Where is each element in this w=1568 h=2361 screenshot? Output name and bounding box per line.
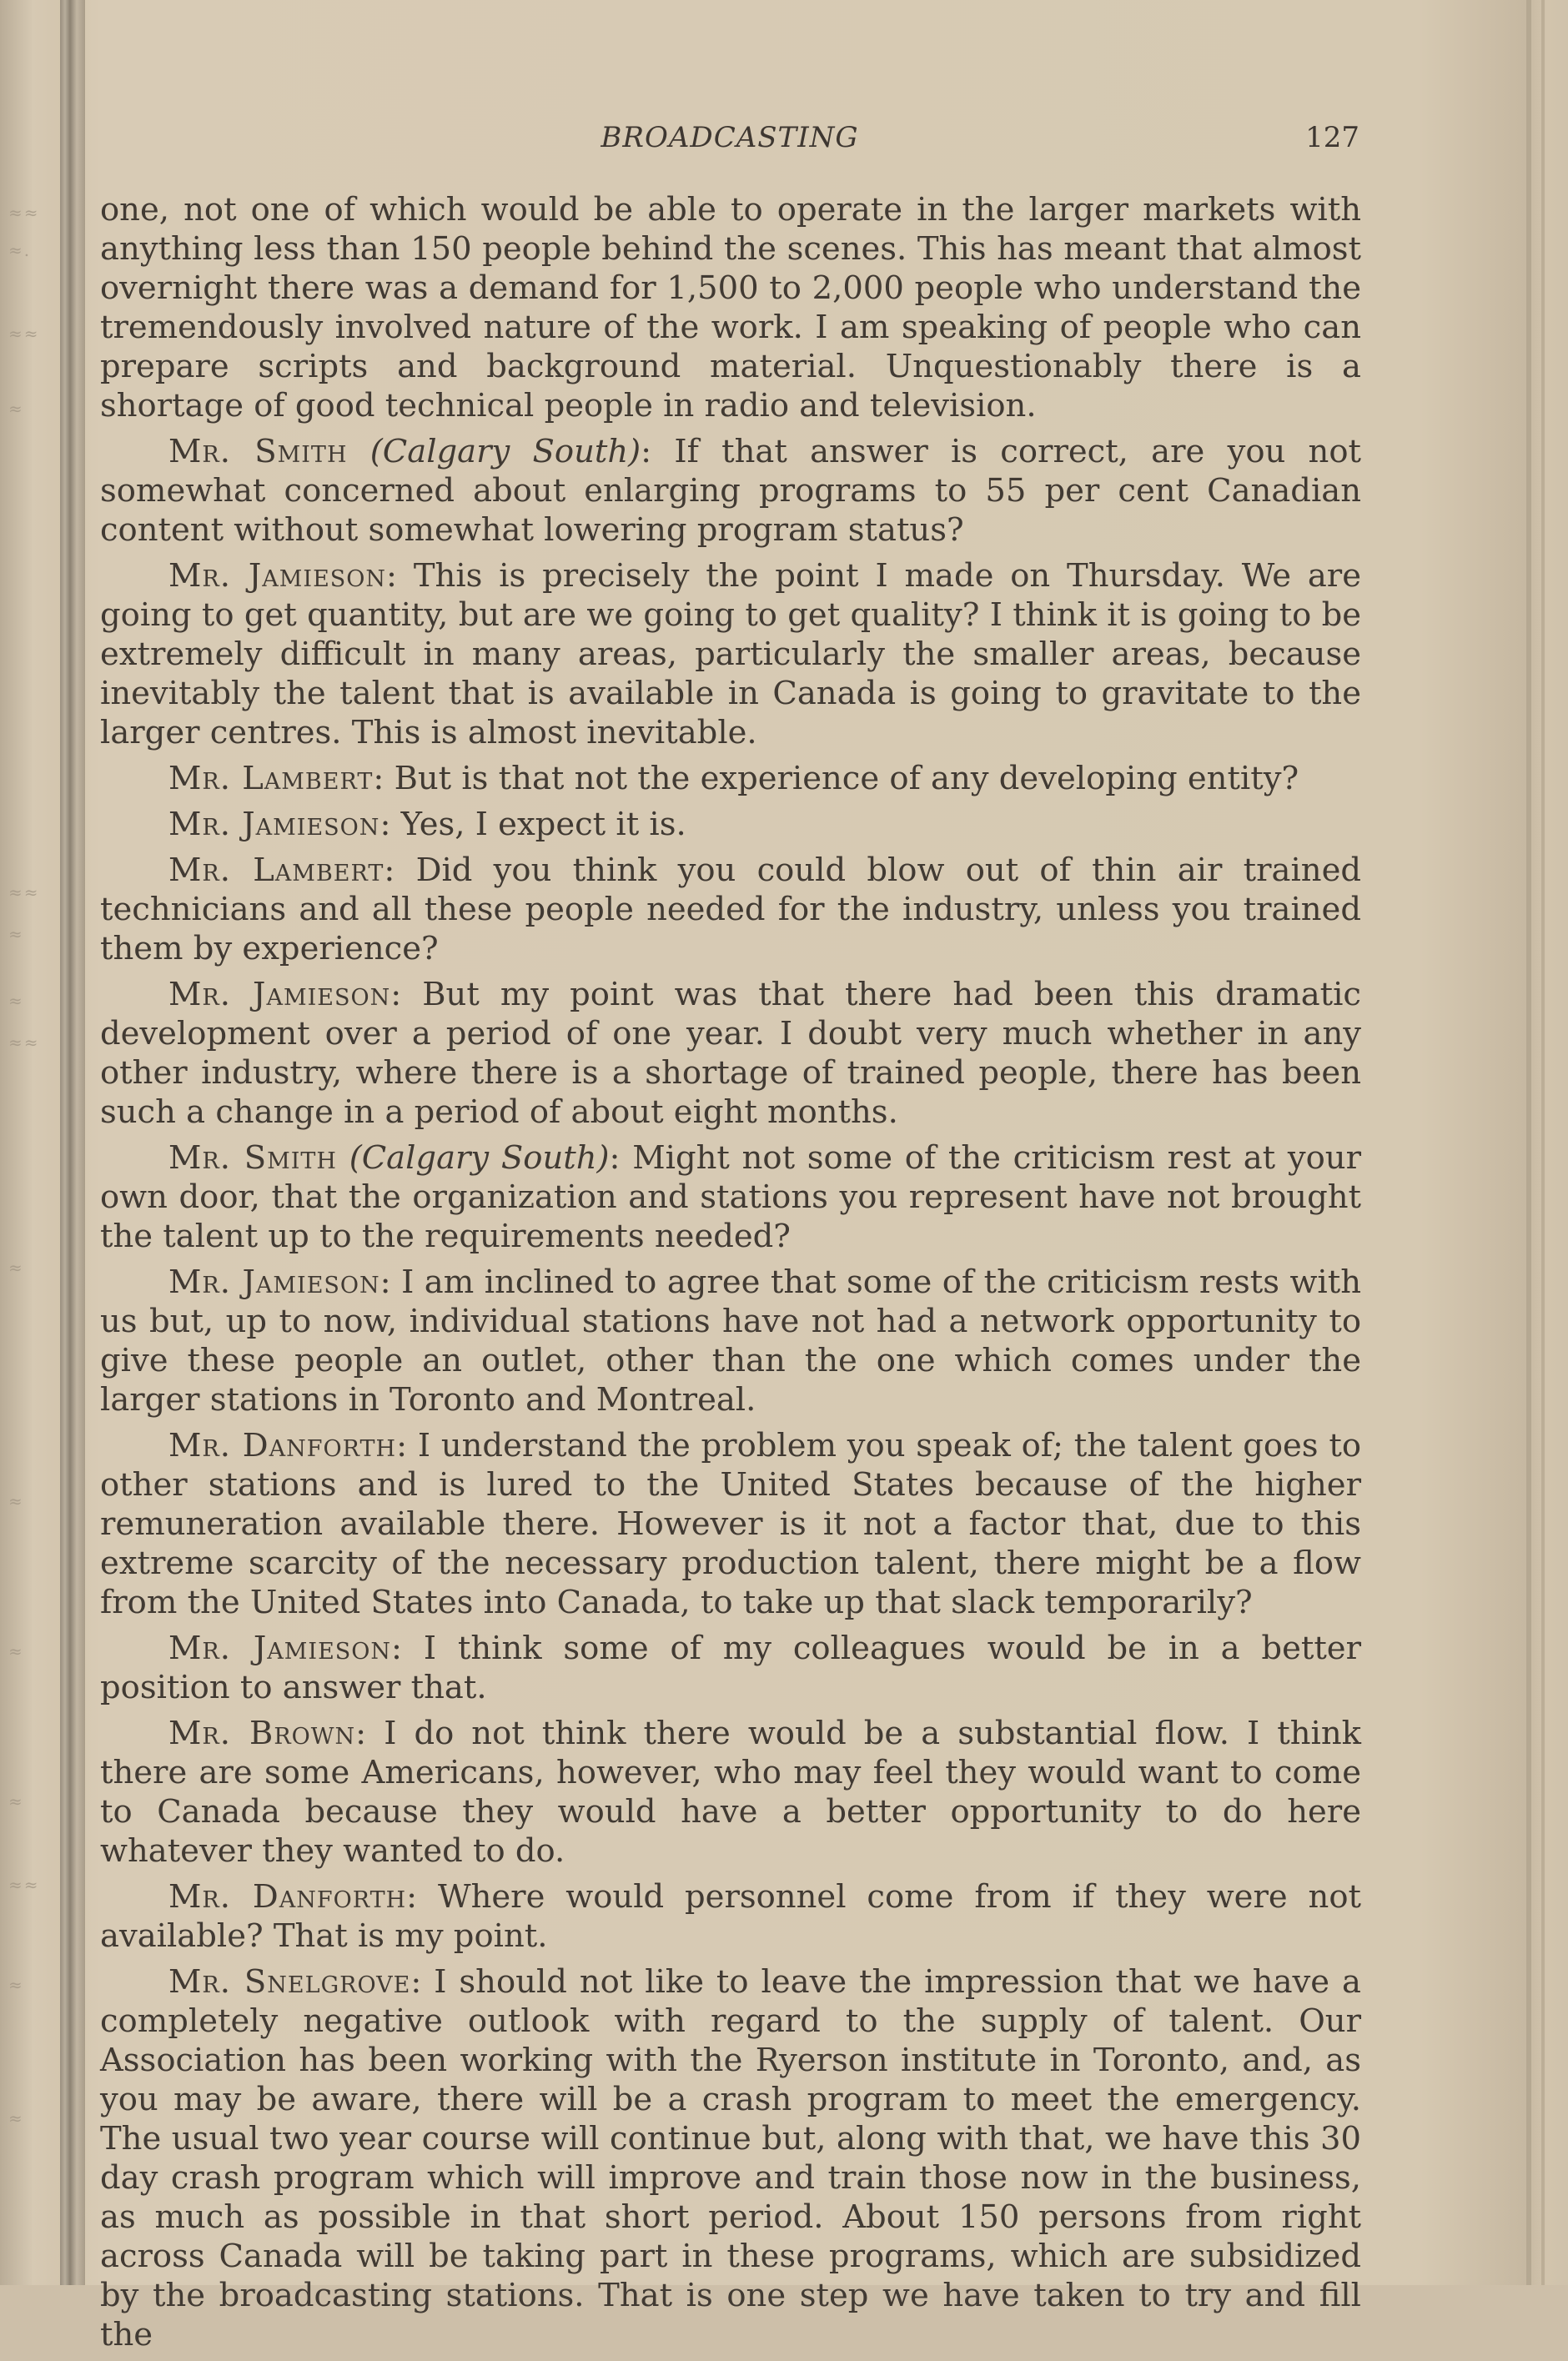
- page-header: [100, 121, 1359, 163]
- transcript-body: [100, 190, 1361, 2361]
- paragraph: Mr. Jamieson: I think some of my colleagues would be in a better position to answer that.: [100, 1630, 1361, 1706]
- speaker-name: Mr. Jamieson: [168, 1630, 392, 1667]
- facing-page-margin: ≈≈ ≈. ≈≈ ≈ ≈≈ ≈ ≈ ≈≈ ≈ ≈ ≈ ≈ ≈≈ ≈ ≈: [8, 203, 40, 2128]
- paragraph: Mr. Lambert: Did you think you could blow out of thin air trained technicians and all these people needed for the industry, unless you trained them by experience?: [100, 851, 1361, 967]
- paragraph: Mr. Jamieson: But my point was that there had been this dramatic development over a period of one year. I doubt very much whether in any other industry, where there is a shortage of trained people, there has been such a change in a period of about eight months.: [100, 976, 1361, 1131]
- speaker-name: Mr. Jamieson: [168, 1263, 380, 1301]
- page-edge: [1526, 0, 1531, 2285]
- speaker-name: Mr. Lambert: [168, 760, 374, 797]
- speaker-name: Mr. Smith: [168, 433, 348, 470]
- paragraph: Mr. Lambert: But is that not the experience of any developing entity?: [168, 760, 1299, 797]
- speaker-name: Mr. Jamieson: [168, 806, 380, 843]
- paragraph: Mr. Jamieson: This is precisely the point I made on Thursday. We are going to get quantity, but are we going to get quality? I think it is going to be extremely difficult in many areas, particularly the smaller areas, because inevitably the talent that is available in Canada is going to gravitate to the larger centres. This is almost inevitable.: [100, 557, 1361, 751]
- paragraph: Mr. Snelgrove: I should not like to leave the impression that we have a completely negative outlook with regard to the supply of talent. Our Association has been working with the Ryerson institute in Toronto, and, as you may be aware, there will be a crash program to meet the emergency. The usual two year course will continue but, along with that, we have this 30 day crash program which will improve and train those now in the business, as much as possible in that short period. About 150 persons from right across Canada will be taking part in these programs, which are subsidized by the broadcasting stations. That is one step we have taken to try and fill the: [100, 1963, 1361, 2353]
- speaker-name: Mr. Smith: [168, 1139, 337, 1177]
- speaker-name: Mr. Jamieson: [168, 557, 387, 595]
- paragraph: Mr. Jamieson: Yes, I expect it is.: [168, 806, 686, 843]
- running-title: BROADCASTING: [601, 121, 859, 154]
- paragraph: Mr. Smith (Calgary South): If that answer is correct, are you not somewhat concerned about enlarging programs to 55 per cent Canadian content without somewhat lowering program status?: [100, 433, 1362, 549]
- paragraph: Mr. Danforth: Where would personnel come from if they were not available? That is my point.: [100, 1878, 1361, 1955]
- paragraph: one, not one of which would be able to operate in the larger markets with anything less than 150 people behind the scenes. This has meant that almost overnight there was a demand for 1,500 to 2,000 people who understand the tremendously involved nature of the work. I am speaking of people who can prepare scripts and background material. Unquestionably there is a shortage of good technical people in radio and television.: [100, 191, 1361, 424]
- book-binding: [60, 0, 85, 2285]
- paragraph: Mr. Danforth: I understand the problem you speak of; the talent goes to other stations and is lured to the United States because of the higher remuneration available there. However is it not a factor that, due to this extreme scarcity of the necessary production talent, there might be a flow from the United States into Canada, to take up that slack temporarily?: [100, 1427, 1362, 1621]
- riding-name: (Calgary South): [349, 1139, 610, 1177]
- speaker-name: Mr. Snelgrove: [168, 1963, 411, 2001]
- paragraph: Mr. Smith (Calgary South): Might not some of the criticism rest at your own door, that the organization and stations you represent have not brought the talent up to the requirements needed?: [100, 1139, 1361, 1255]
- speaker-name: Mr. Danforth: [168, 1878, 407, 1916]
- speaker-name: Mr. Danforth: [168, 1427, 397, 1464]
- riding-name: (Calgary South): [369, 433, 641, 470]
- page-number: 127: [1305, 121, 1359, 154]
- paragraph: Mr. Brown: I do not think there would be a substantial flow. I think there are some Americans, however, who may feel they would want to come to Canada because they would have a better opportunity to do here whatever they wanted to do.: [100, 1715, 1361, 1870]
- page-edge: [1541, 0, 1545, 2285]
- speaker-name: Mr. Lambert: [168, 851, 384, 889]
- paragraph: Mr. Jamieson: I am inclined to agree that some of the criticism rests with us but, up to now, individual stations have not had a network opportunity to give these people an outlet, other than the one which comes under the larger stations in Toronto and Montreal.: [100, 1263, 1361, 1419]
- speaker-name: Mr. Jamieson: [168, 976, 391, 1013]
- speaker-name: Mr. Brown: [168, 1715, 356, 1752]
